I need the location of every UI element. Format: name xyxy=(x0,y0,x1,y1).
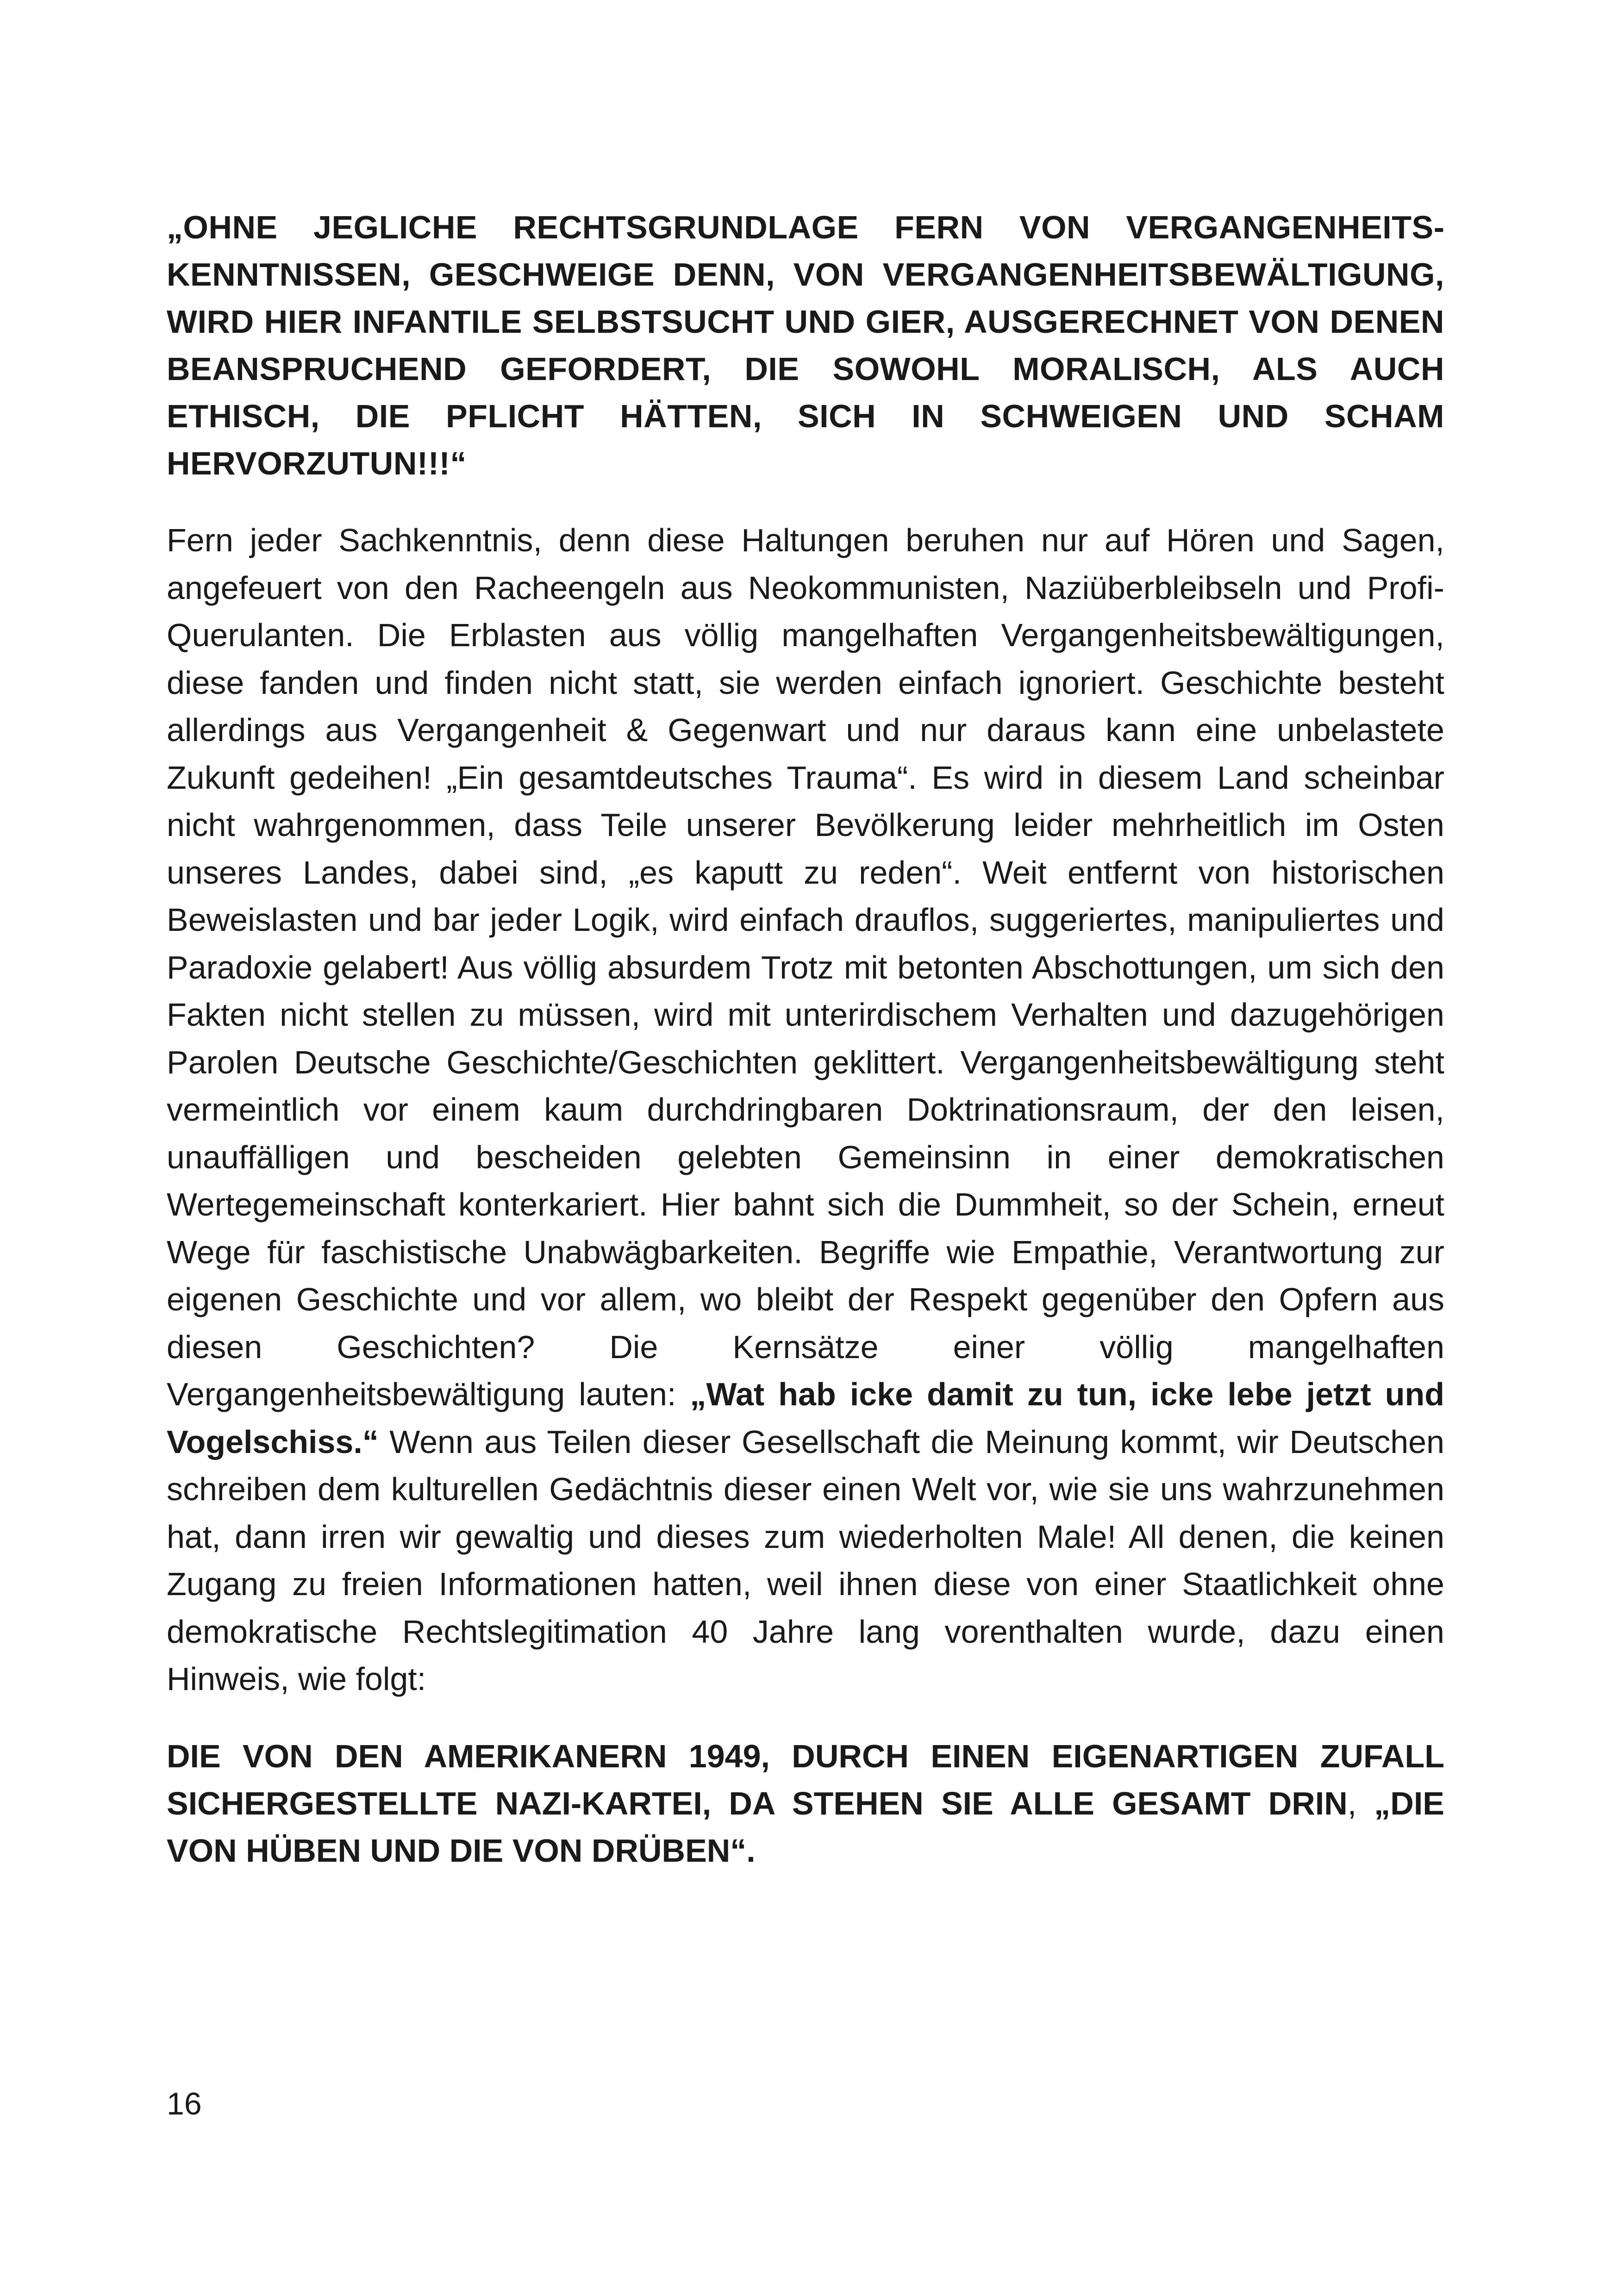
bold-closing-statement xyxy=(167,1733,1444,1874)
bold-heading-quote: „OHNE JEGLICHE RECHTSGRUNDLAGE FERN VON VERGANGENHEITSKENNTNISSEN, GESCHWEIGE DENN, VON VERGANGENHEITSBEWÄLTIGUNG, WIRD HIER INFANTILE SELBSTSUCHT UND GIER, AUSGERECHNET VON DENEN BEANSPRUCHEND GEFORDERT, DIE SOWOHL MORALISCH, ALS AUCH ETHISCH, DIE PFLICHT HÄTTEN, SICH IN SCHWEIGEN UND SCHAM HERVORZUTUN!!!“ xyxy=(167,209,1444,481)
closing-separator: , xyxy=(1347,1785,1374,1821)
body-paragraph xyxy=(167,517,1444,1703)
paragraph-text-after: Wenn aus Teilen dieser Gesellschaft die Meinung kommt, wir Deutschen schreiben dem kulturellen Gedächtnis dieser einen Welt vor, wie sie uns wahrzunehmen hat, dann irren wir gewaltig und dieses zum wiederholten Male! All denen, die keinen Zugang zu freien Informationen hatten, weil ihnen diese von einer Staatlichkeit ohne demokratische Rechtslegitimation 40 Jahre lang vorenthalten wurde, dazu einen Hinweis, wie folgt: xyxy=(167,1423,1444,1697)
page-content xyxy=(167,204,1444,1874)
paragraph-text-before: Fern jeder Sachkenntnis, denn diese Haltungen beruhen nur auf Hören und Sagen, angefeuert von den Racheengeln aus Neokommunisten, Naziüberbleibseln und Profi-Querulanten. Die Erblasten aus völlig mangelhaften Vergangenheitsbewältigungen, diese fanden und finden nicht statt, sie werden einfach ignoriert. Geschichte besteht allerdings aus Vergangenheit & Gegenwart und nur daraus kann eine unbelastete Zukunft gedeihen! „Ein gesamtdeutsches Trauma“. Es wird in diesem Land scheinbar nicht wahrgenommen, dass Teile unserer Bevölkerung leider mehrheitlich im Osten unseres Landes, dabei sind, „es kaputt zu reden“. Weit entfernt von historischen Beweislasten und bar jeder Logik, wird einfach drauflos, suggeriertes, manipuliertes und Paradoxie gelabert! Aus völlig absurdem Trotz mit betonten Abschottungen, um sich den Fakten nicht stellen zu müssen, wird mit unterirdischem Verhalten und dazugehörigen Parolen Deutsche Geschichte/Geschichten geklittert. Vergangenheitsbewältigung steht vermeintlich vor einem kaum durchdringbaren Doktrinationsraum, der den leisen, unauffälligen und bescheiden gelebten Gemeinsinn in einer demokratischen Wertegemeinschaft konterkariert. Hier bahnt sich die Dummheit, so der Schein, erneut Wege für faschistische Unabwägbarkeiten. Begriffe wie Empathie, Verantwortung zur eigenen Geschichte und vor allem, wo bleibt der Respekt gegenüber den Opfern aus diesen Geschichten? Die Kernsätze einer völlig mangelhaften Vergangenheitsbewältigung lauten: xyxy=(167,522,1444,1412)
page-number: 16 xyxy=(167,2086,202,2121)
closing-bold-part: DIE VON DEN AMERIKANERN 1949, DURCH EINEN EIGENARTIGEN ZUFALL SICHERGESTELLTE NAZI-KARTEI, DA STEHEN SIE ALLE GESAMT DRIN xyxy=(167,1738,1444,1821)
closing-bold-end: „DIE VON HÜBEN UND DIE VON DRÜBEN“. xyxy=(167,1785,1444,1869)
bold-inline-quote: „Wat hab icke damit zu tun, icke lebe jetzt und Vogelschiss.“ xyxy=(167,1376,1444,1460)
